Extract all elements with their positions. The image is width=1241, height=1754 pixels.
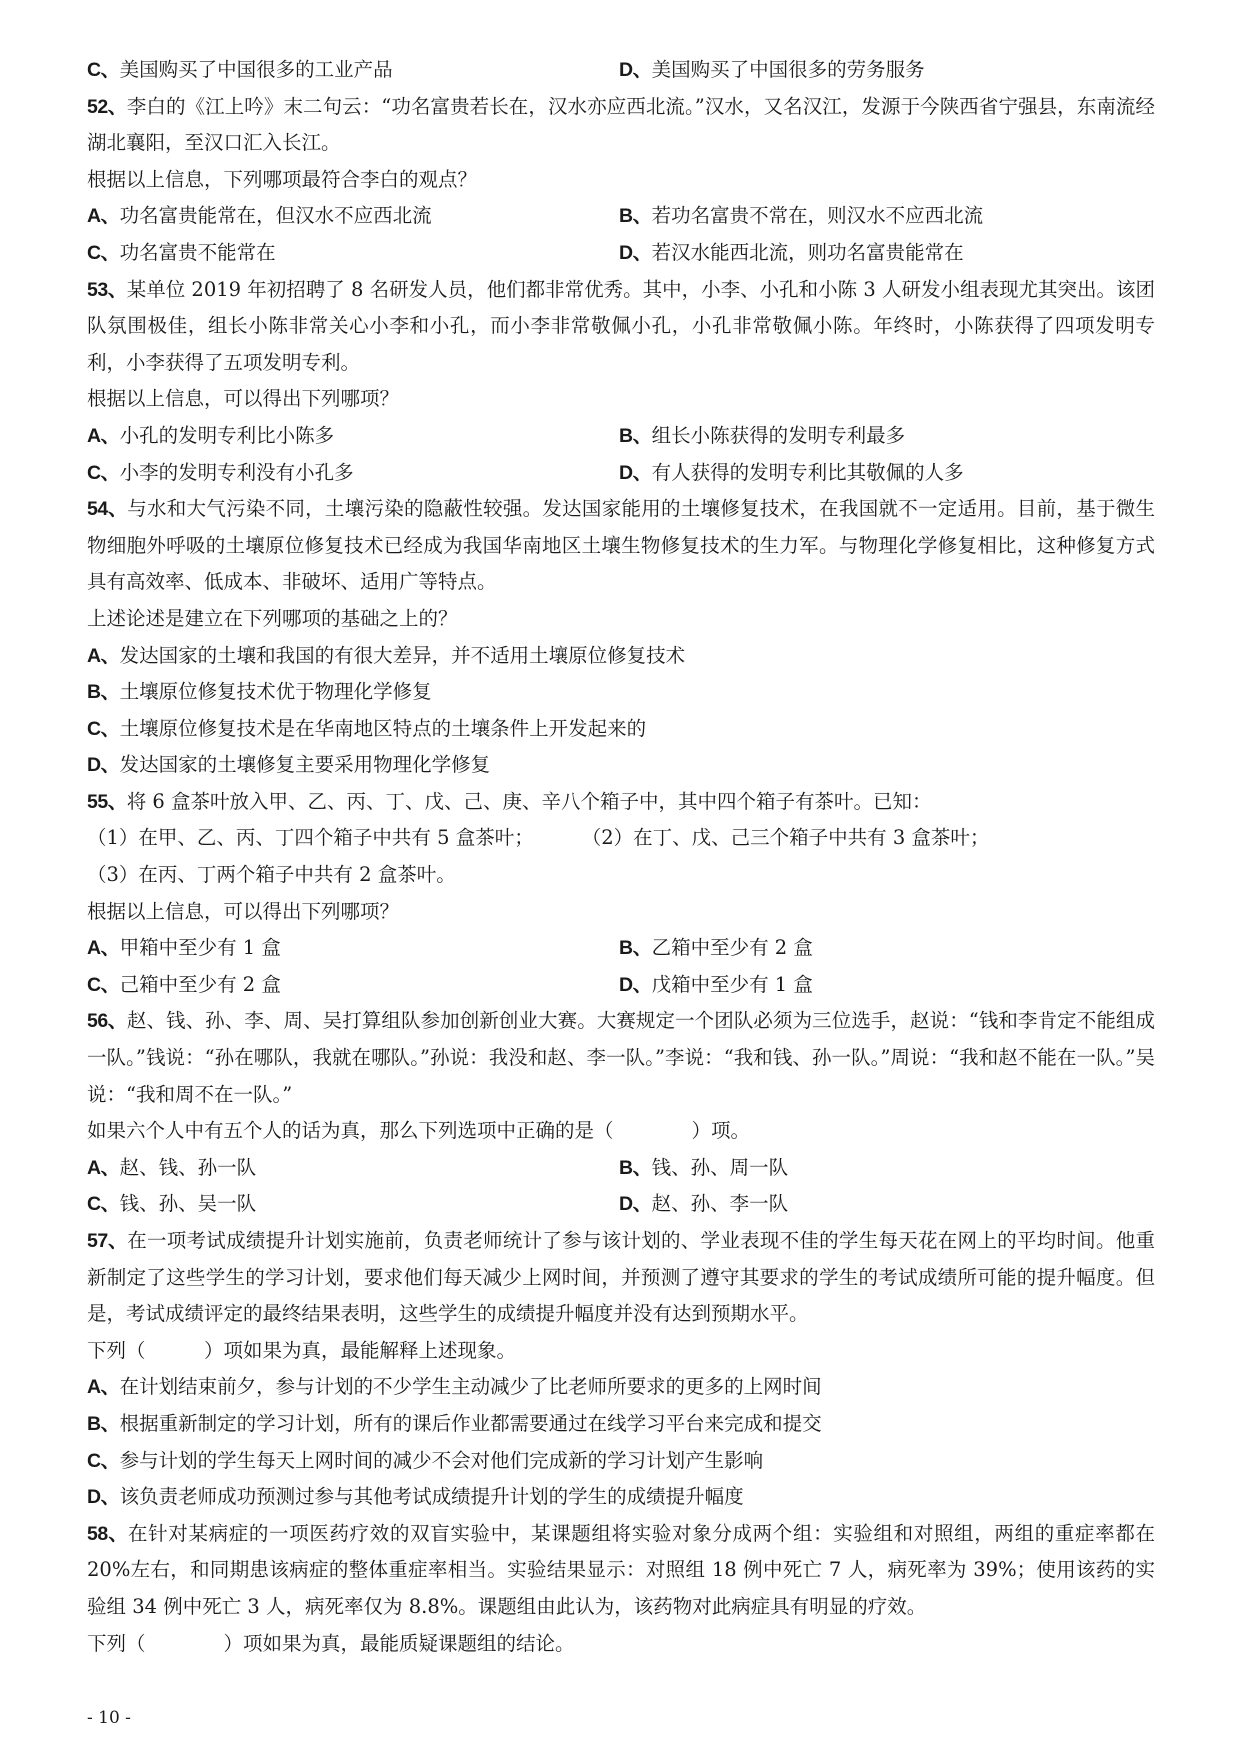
- q52-options-row: [87, 198, 1155, 235]
- q52-option-a: A、功名富贵能常在，但汉水不应西北流: [87, 204, 432, 228]
- q51-option-c: C、美国购买了中国很多的工业产品: [87, 58, 393, 81]
- q55-stem: 55、将 6 盒茶叶放入甲、乙、丙、丁、戊、己、庚、辛八个箱子中，其中四个箱子有茶叶。已知：: [87, 789, 932, 813]
- q56-options-row: [87, 1150, 1155, 1187]
- q53-option-a: A、小孔的发明专利比小陈多: [87, 423, 335, 447]
- q52-options-row: [87, 235, 1155, 272]
- q55-question: 根据以上信息，可以得出下列哪项？: [87, 899, 400, 923]
- q58-stem: 58、在针对某病症的一项医药疗效的双盲实验中，某课题组将实验对象分成两个组：实验组和对照组，两组的重症率都在 20%左右，和同期患该病症的整体重症率相当。实验结果显示：对照组 18 例中死亡 7 人，病死率为 39%；使用该药的实验组 34 例中死亡 3 人，病死率仅为 8.8%。课题组由此认为，该药物对此病症具有明显的疗效。: [87, 1521, 1155, 1618]
- q55-option-d: D、戊箱中至少有 1 盒: [619, 972, 813, 996]
- q52-stem: 52、李白的《江上吟》末二句云：“功名富贵若长在，汉水亦应西北流。”汉水，又名汉江，发源于今陕西省宁强县，东南流经湖北襄阳，至汉口汇入长江。: [87, 94, 1155, 155]
- q55-condition-2: （2）在丁、戊、己三个箱子中共有 3 盒茶叶；: [581, 826, 990, 850]
- q55-option-c: C、己箱中至少有 2 盒: [87, 972, 281, 996]
- q57-question: 下列（ ）项如果为真，最能解释上述现象。: [87, 1338, 517, 1362]
- q55-option-a: A、甲箱中至少有 1 盒: [87, 936, 281, 960]
- q56-question: 如果六个人中有五个人的话为真，那么下列选项中正确的是（ ）项。: [87, 1119, 751, 1143]
- q51-options-row: [87, 52, 1155, 89]
- q58-question: 下列（ ）项如果为真，最能质疑课题组的结论。: [87, 1631, 575, 1655]
- q52-option-c: C、功名富贵不能常在: [87, 240, 276, 264]
- q56-option-a: A、赵、钱、孙一队: [87, 1155, 257, 1179]
- q54-option-d: D、发达国家的土壤修复主要采用物理化学修复: [87, 753, 491, 777]
- exam-page: [87, 52, 1155, 1662]
- q54-option-c: C、土壤原位修复技术是在华南地区特点的土壤条件上开发起来的: [87, 716, 647, 740]
- q55-conditions-row: [87, 820, 1155, 857]
- q55-condition-1: （1）在甲、乙、丙、丁四个箱子中共有 5 盒茶叶；: [87, 826, 534, 850]
- q57-option-d: D、该负责老师成功预测过参与其他考试成绩提升计划的学生的成绩提升幅度: [87, 1485, 744, 1509]
- q56-stem: 56、赵、钱、孙、李、周、吴打算组队参加创新创业大赛。大赛规定一个团队必须为三位选手，赵说：“钱和李肯定不能组成一队。”钱说：“孙在哪队，我就在哪队。”孙说：我没和赵、李一队。”李说：“我和钱、孙一队。”周说：“我和赵不能在一队。”吴说：“我和周不在一队。”: [87, 1009, 1155, 1106]
- q52-question: 根据以上信息，下列哪项最符合李白的观点？: [87, 167, 478, 191]
- q54-option-a: A、发达国家的土壤和我国的有很大差异，并不适用土壤原位修复技术: [87, 643, 686, 667]
- q54-option-b: B、土壤原位修复技术优于物理化学修复: [87, 680, 432, 704]
- q54-stem: 54、与水和大气污染不同，土壤污染的隐蔽性较强。发达国家能用的土壤修复技术，在我国就不一定适用。目前，基于微生物细胞外呼吸的土壤原位修复技术已经成为我国华南地区土壤生物修复技术的生力军。与物理化学修复相比，这种修复方式具有高效率、低成本、非破坏、适用广等特点。: [87, 497, 1155, 594]
- q57-option-a: A、在计划结束前夕，参与计划的不少学生主动减少了比老师所要求的更多的上网时间: [87, 1375, 822, 1399]
- q52-option-d: D、若汉水能西北流，则功名富贵能常在: [619, 240, 964, 264]
- q52-option-b: B、若功名富贵不常在，则汉水不应西北流: [619, 204, 984, 228]
- q57-stem: 57、在一项考试成绩提升计划实施前，负责老师统计了参与该计划的、学业表现不佳的学生每天花在网上的平均时间。他重新制定了这些学生的学习计划，要求他们每天减少上网时间，并预测了遵守其要求的学生的考试成绩所可能的提升幅度。但是，考试成绩评定的最终结果表明，这些学生的成绩提升幅度并没有达到预期水平。: [87, 1229, 1155, 1326]
- q55-options-row: [87, 930, 1155, 967]
- page-number: - 10 -: [87, 1708, 131, 1728]
- q57-option-c: C、参与计划的学生每天上网时间的减少不会对他们完成新的学习计划产生影响: [87, 1448, 764, 1472]
- q53-options-row: [87, 455, 1155, 492]
- q56-option-d: D、赵、孙、李一队: [619, 1192, 789, 1216]
- q53-stem: 53、某单位 2019 年初招聘了 8 名研发人员，他们都非常优秀。其中，小李、小孔和小陈 3 人研发小组表现尤其突出。该团队氛围极佳，组长小陈非常关心小李和小孔，而小李非常敬佩小孔，小孔非常敬佩小陈。年终时，小陈获得了四项发明专利，小李获得了五项发明专利。: [87, 277, 1155, 374]
- q55-option-b: B、乙箱中至少有 2 盒: [619, 936, 813, 960]
- q51-option-d: D、美国购买了中国很多的劳务服务: [619, 58, 925, 81]
- q53-options-row: [87, 418, 1155, 455]
- q53-option-d: D、有人获得的发明专利比其敬佩的人多: [619, 460, 964, 484]
- q55-condition-3: （3）在丙、丁两个箱子中共有 2 盒茶叶。: [87, 863, 456, 887]
- q57-option-b: B、根据重新制定的学习计划，所有的课后作业都需要通过在线学习平台来完成和提交: [87, 1411, 822, 1435]
- q55-options-row: [87, 967, 1155, 1004]
- q56-option-c: C、钱、孙、吴一队: [87, 1192, 257, 1216]
- q53-option-b: B、组长小陈获得的发明专利最多: [619, 423, 906, 447]
- q56-option-b: B、钱、孙、周一队: [619, 1155, 789, 1179]
- q56-options-row: [87, 1186, 1155, 1223]
- q53-question: 根据以上信息，可以得出下列哪项？: [87, 387, 400, 411]
- q54-question: 上述论述是建立在下列哪项的基础之上的？: [87, 606, 458, 630]
- q53-option-c: C、小李的发明专利没有小孔多: [87, 460, 354, 484]
